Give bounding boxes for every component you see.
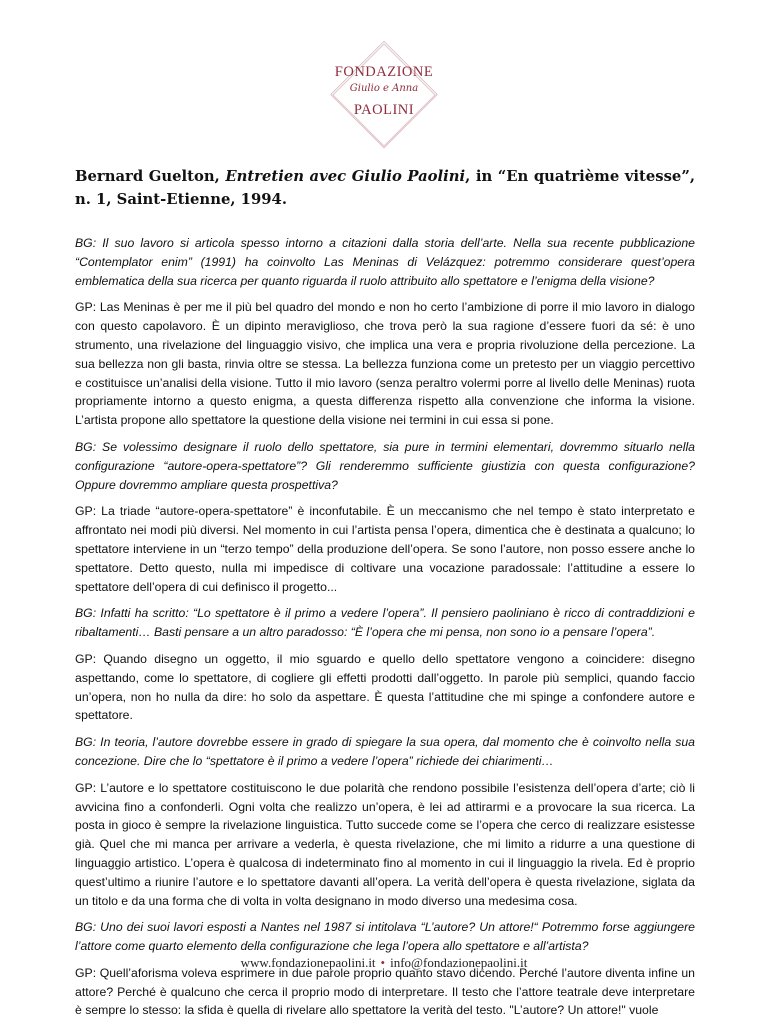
logo-text-bottom: PAOLINI (353, 102, 415, 118)
document-heading (75, 165, 695, 211)
question-paragraph: BG: Il suo lavoro si articola spesso intorno a citazioni dalla storia dell’arte. Nella sua recente pubblicazione “Contemplator enim” (1991) ha coinvolto Las Meninas di Velázquez: potremmo considerare quest’opera emblematica della sua ricerca per quanto riguarda il ruolo attribuito allo spettatore e l’enigma della visione? (75, 236, 695, 288)
answer-paragraph: GP: L’autore e lo spettatore costituiscono le due polarità che rendono possibile l’esistenza dell’opera d’arte; ciò li avvicina fino a confonderli. Ogni volta che realizzo un’opera, è lei ad attirarmi e a provocare la sua ricerca. La posta in gioco è sempre la rivelazione linguistica. Tutto succede come se l’opera che cerco di realizzare esistesse già. Quel che mi manca per arrivare a vederla, è questa rivelazione, che mi limito a ridurre a una questione di linguaggio artistico. L’opera è qualcosa di indeterminato fino al momento in cui il linguaggio la rivela. Ed è proprio quest’ultimo a riunire l’autore e lo spettatore davanti all’opera. La verità dell’opera è questa rivelazione, siglata da un titolo e da una forma che di volta in volta designano in modo diverso una medesima cosa. (75, 780, 695, 908)
heading-author: Bernard Guelton, (75, 168, 226, 185)
answer-paragraph: GP: La triade “autore-opera-spettatore” è inconfutabile. È un meccanismo che nel tempo è stato interpretato e affrontato nei modi più diversi. Nel momento in cui l’artista pensa l’opera, dimentica che è destinata a qualcuno; lo spettatore interviene in un “terzo tempo” della produzione dell’opera. Se sono l’autore, non posso essere anche lo spettatore. Detto questo, nulla mi impedisce di coltivare una vocazione paradossale: l’attitudine a essere lo spettatore dell’opera di cui definisco il progetto... (75, 504, 695, 594)
answer-paragraph: GP: Las Meninas è per me il più bel quadro del mondo e non ho certo l’ambizione di porre il mio lavoro in dialogo con questo capolavoro. È un dipinto meraviglioso, che trova però la sua ragione d’essere fuori da sé: è uno strumento, una rivelazione del linguaggio visivo, che implica una vera e propria rivoluzione della percezione. La sua bellezza non gli basta, rinvia oltre se stessa. La bellezza funziona come un pretesto per un viaggio percettivo e costituisce un’analisi della visione. Tutto il mio lavoro (senza peraltro volermi porre al livello delle Meninas) ruota propriamente intorno a questo enigma, a questa differenza rispetto alla convenzione che informa la visione. L’artista propone allo spettatore la questione della visione nei termini in cui essa si pone. (75, 300, 695, 428)
logo-frame-icon (329, 40, 439, 150)
page-footer (0, 955, 768, 971)
footer-website-link[interactable]: www.fondazionepaolini.it (240, 955, 376, 970)
question-paragraph: BG: In teoria, l’autore dovrebbe essere in grado di spiegare la sua opera, dal momento che è coinvolto nella sua concezione. Dire che lo “spettatore è il primo a vedere l’opera” richiede dei chiarimenti… (75, 735, 695, 768)
heading-source: , in “En quatrième vitesse”, n. 1, Saint-Etienne, 1994. (75, 168, 695, 208)
footer-email-link[interactable]: info@fondazionepaolini.it (390, 955, 528, 970)
interview-body (75, 234, 695, 1028)
question-paragraph: BG: Uno dei suoi lavori esposti a Nantes nel 1987 si intitolava “L’autore? Un attore!“ Potremmo forse aggiungere l’attore come quarto elemento della configurazione che lega l’opera allo spettatore e all’artista? (75, 920, 695, 954)
logo-text-top: FONDAZIONE (334, 64, 434, 80)
heading-title: Entretien avec Giulio Paolini (225, 168, 466, 185)
question-paragraph: BG: Se volessimo designare il ruolo dello spettatore, sia pure in termini elementari, dovremmo situarlo nella configurazione “autore-opera-spettatore”? Gli renderemmo sufficiente giustizia con questa configurazione? Oppure dovremmo ampliare questa prospettiva? (75, 439, 695, 492)
logo-script-text: Giulio e Anna (349, 83, 419, 94)
footer-separator: • (380, 955, 386, 970)
foundation-logo (329, 40, 439, 150)
answer-paragraph: GP: Quando disegno un oggetto, il mio sguardo e quello dello spettatore vengono a coincidere: disegno aspettando, come lo spettatore, di cogliere gli effetti prodotti dall’oggetto. In parole più semplici, quando faccio un’opera, non ho nulla da dire: ho solo da aspettare. È questa l’attitudine che mi spinge a confondere autore e spettatore. (75, 651, 695, 723)
question-paragraph: BG: Infatti ha scritto: “Lo spettatore è il primo a vedere l’opera”. Il pensiero paoliniano è ricco di contraddizioni e ribaltamenti… Basti pensare a un altro paradosso: “È l’opera che mi pensa, non sono io a pensare l’opera”. (75, 606, 695, 640)
answer-paragraph: GP: Quell’aforisma voleva esprimere in due parole proprio quanto stavo dicendo. Perché l’autore diventa infine un attore? Perché è qualcuno che cerca il proprio modo di interpretare. Il testo che l’attore teatrale deve interpretare è sempre lo stesso: la sfida è quella di rivelare allo spettatore la verità del testo. "L’autore? Un attore!" vuole (75, 965, 695, 1018)
